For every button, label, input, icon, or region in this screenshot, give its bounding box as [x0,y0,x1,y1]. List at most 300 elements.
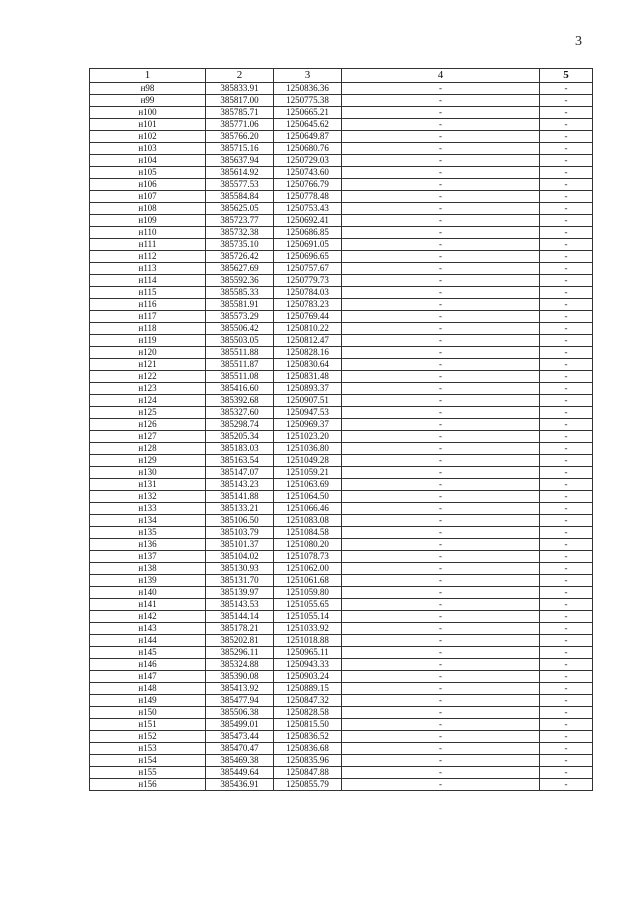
table-row [90,455,593,467]
column-5-cell: - [540,743,593,755]
x-coordinate-cell: 385416.60 [206,383,274,395]
point-id-cell: н118 [90,323,206,335]
point-id-cell: н101 [90,119,206,131]
y-coordinate-cell: 1251062.00 [274,563,342,575]
x-coordinate-cell: 385511.88 [206,347,274,359]
point-id-cell: н117 [90,311,206,323]
point-id-cell: н133 [90,503,206,515]
table-row [90,191,593,203]
x-coordinate-cell: 385104.02 [206,551,274,563]
column-4-cell: - [342,743,540,755]
column-4-cell: - [342,215,540,227]
y-coordinate-cell: 1251055.14 [274,611,342,623]
table-row [90,263,593,275]
column-header-4: 4 [342,69,540,83]
coordinates-table [89,68,593,791]
table-row [90,347,593,359]
column-4-cell: - [342,563,540,575]
x-coordinate-cell: 385585.33 [206,287,274,299]
column-5-cell: - [540,659,593,671]
x-coordinate-cell: 385139.97 [206,587,274,599]
y-coordinate-cell: 1250729.03 [274,155,342,167]
x-coordinate-cell: 385785.71 [206,107,274,119]
column-5-cell: - [540,311,593,323]
column-5-cell: - [540,443,593,455]
column-4-cell: - [342,419,540,431]
y-coordinate-cell: 1250691.05 [274,239,342,251]
column-5-cell: - [540,431,593,443]
y-coordinate-cell: 1250743.60 [274,167,342,179]
column-4-cell: - [342,251,540,263]
point-id-cell: н128 [90,443,206,455]
y-coordinate-cell: 1251036.80 [274,443,342,455]
y-coordinate-cell: 1250855.79 [274,779,342,791]
column-5-cell: - [540,455,593,467]
point-id-cell: н109 [90,215,206,227]
point-id-cell: н106 [90,179,206,191]
x-coordinate-cell: 385723.77 [206,215,274,227]
x-coordinate-cell: 385627.69 [206,263,274,275]
table-row [90,215,593,227]
y-coordinate-cell: 1250757.67 [274,263,342,275]
x-coordinate-cell: 385436.91 [206,779,274,791]
column-4-cell: - [342,383,540,395]
point-id-cell: н104 [90,155,206,167]
column-5-cell: - [540,95,593,107]
y-coordinate-cell: 1250696.65 [274,251,342,263]
x-coordinate-cell: 385584.84 [206,191,274,203]
column-4-cell: - [342,299,540,311]
column-4-cell: - [342,143,540,155]
point-id-cell: н108 [90,203,206,215]
y-coordinate-cell: 1250828.16 [274,347,342,359]
table-row [90,311,593,323]
x-coordinate-cell: 385735.10 [206,239,274,251]
point-id-cell: н98 [90,83,206,95]
table-row [90,551,593,563]
column-5-cell: - [540,587,593,599]
table-row [90,503,593,515]
column-5-cell: - [540,131,593,143]
x-coordinate-cell: 385817.00 [206,95,274,107]
x-coordinate-cell: 385183.03 [206,443,274,455]
column-5-cell: - [540,527,593,539]
y-coordinate-cell: 1251018.88 [274,635,342,647]
point-id-cell: н113 [90,263,206,275]
table-row [90,731,593,743]
point-id-cell: н138 [90,563,206,575]
column-4-cell: - [342,527,540,539]
table-row [90,419,593,431]
point-id-cell: н140 [90,587,206,599]
point-id-cell: н141 [90,599,206,611]
page-number: 3 [575,34,582,49]
table-row [90,371,593,383]
x-coordinate-cell: 385298.74 [206,419,274,431]
column-5-cell: - [540,479,593,491]
y-coordinate-cell: 1250947.53 [274,407,342,419]
column-5-cell: - [540,323,593,335]
table-row [90,395,593,407]
y-coordinate-cell: 1250779.73 [274,275,342,287]
column-4-cell: - [342,755,540,767]
column-5-cell: - [540,671,593,683]
column-4-cell: - [342,623,540,635]
x-coordinate-cell: 385143.53 [206,599,274,611]
table-row [90,119,593,131]
x-coordinate-cell: 385470.47 [206,743,274,755]
y-coordinate-cell: 1250965.11 [274,647,342,659]
y-coordinate-cell: 1250847.32 [274,695,342,707]
y-coordinate-cell: 1250778.48 [274,191,342,203]
column-5-cell: - [540,179,593,191]
column-5-cell: - [540,395,593,407]
x-coordinate-cell: 385477.94 [206,695,274,707]
table-row [90,299,593,311]
point-id-cell: н124 [90,395,206,407]
x-coordinate-cell: 385141.88 [206,491,274,503]
column-5-cell: - [540,611,593,623]
column-4-cell: - [342,479,540,491]
column-4-cell: - [342,779,540,791]
column-4-cell: - [342,107,540,119]
column-5-cell: - [540,107,593,119]
table-row [90,323,593,335]
y-coordinate-cell: 1251061.68 [274,575,342,587]
x-coordinate-cell: 385726.42 [206,251,274,263]
y-coordinate-cell: 1250889.15 [274,683,342,695]
x-coordinate-cell: 385131.70 [206,575,274,587]
x-coordinate-cell: 385833.91 [206,83,274,95]
y-coordinate-cell: 1250903.24 [274,671,342,683]
table-row [90,779,593,791]
x-coordinate-cell: 385766.20 [206,131,274,143]
column-5-cell: - [540,539,593,551]
table-row [90,755,593,767]
table-row [90,611,593,623]
table-row [90,575,593,587]
x-coordinate-cell: 385147.07 [206,467,274,479]
x-coordinate-cell: 385771.06 [206,119,274,131]
column-5-cell: - [540,503,593,515]
column-4-cell: - [342,407,540,419]
point-id-cell: н150 [90,707,206,719]
y-coordinate-cell: 1250907.51 [274,395,342,407]
column-header-point: 1 [90,69,206,83]
column-4-cell: - [342,587,540,599]
table-row [90,599,593,611]
y-coordinate-cell: 1250836.36 [274,83,342,95]
y-coordinate-cell: 1251080.20 [274,539,342,551]
column-4-cell: - [342,239,540,251]
column-4-cell: - [342,491,540,503]
table-row [90,155,593,167]
x-coordinate-cell: 385205.34 [206,431,274,443]
x-coordinate-cell: 385133.21 [206,503,274,515]
table-row [90,359,593,371]
column-5-cell: - [540,167,593,179]
point-id-cell: н107 [90,191,206,203]
y-coordinate-cell: 1251033.92 [274,623,342,635]
column-5-cell: - [540,227,593,239]
x-coordinate-cell: 385449.64 [206,767,274,779]
point-id-cell: н151 [90,719,206,731]
y-coordinate-cell: 1250835.96 [274,755,342,767]
y-coordinate-cell: 1250769.44 [274,311,342,323]
table-row [90,95,593,107]
y-coordinate-cell: 1251084.58 [274,527,342,539]
y-coordinate-cell: 1250692.41 [274,215,342,227]
table-row [90,671,593,683]
y-coordinate-cell: 1250893.37 [274,383,342,395]
point-id-cell: н134 [90,515,206,527]
column-5-cell: - [540,275,593,287]
point-id-cell: н102 [90,131,206,143]
column-4-cell: - [342,455,540,467]
x-coordinate-cell: 385101.37 [206,539,274,551]
column-4-cell: - [342,467,540,479]
point-id-cell: н147 [90,671,206,683]
y-coordinate-cell: 1250836.68 [274,743,342,755]
column-4-cell: - [342,347,540,359]
x-coordinate-cell: 385614.92 [206,167,274,179]
x-coordinate-cell: 385327.60 [206,407,274,419]
table-row [90,131,593,143]
point-id-cell: н115 [90,287,206,299]
column-4-cell: - [342,263,540,275]
table-row [90,107,593,119]
column-4-cell: - [342,515,540,527]
x-coordinate-cell: 385637.94 [206,155,274,167]
point-id-cell: н135 [90,527,206,539]
column-header-y: 3 [274,69,342,83]
column-4-cell: - [342,659,540,671]
point-id-cell: н152 [90,731,206,743]
x-coordinate-cell: 385577.53 [206,179,274,191]
column-5-cell: - [540,719,593,731]
column-5-cell: - [540,647,593,659]
y-coordinate-cell: 1251055.65 [274,599,342,611]
column-5-cell: - [540,215,593,227]
y-coordinate-cell: 1250665.21 [274,107,342,119]
point-id-cell: н155 [90,767,206,779]
point-id-cell: н132 [90,491,206,503]
column-5-cell: - [540,551,593,563]
y-coordinate-cell: 1250815.50 [274,719,342,731]
column-4-cell: - [342,287,540,299]
table-row [90,635,593,647]
y-coordinate-cell: 1250783.23 [274,299,342,311]
column-4-cell: - [342,359,540,371]
table-row [90,647,593,659]
y-coordinate-cell: 1250766.79 [274,179,342,191]
y-coordinate-cell: 1251063.69 [274,479,342,491]
y-coordinate-cell: 1250943.33 [274,659,342,671]
table-row [90,239,593,251]
x-coordinate-cell: 385178.21 [206,623,274,635]
column-4-cell: - [342,731,540,743]
y-coordinate-cell: 1251059.80 [274,587,342,599]
y-coordinate-cell: 1250753.43 [274,203,342,215]
x-coordinate-cell: 385413.92 [206,683,274,695]
table-row [90,287,593,299]
point-id-cell: н127 [90,431,206,443]
x-coordinate-cell: 385592.36 [206,275,274,287]
column-5-cell: - [540,371,593,383]
y-coordinate-cell: 1250969.37 [274,419,342,431]
x-coordinate-cell: 385625.05 [206,203,274,215]
point-id-cell: н126 [90,419,206,431]
point-id-cell: н153 [90,743,206,755]
column-5-cell: - [540,383,593,395]
table-row [90,467,593,479]
column-5-cell: - [540,563,593,575]
column-4-cell: - [342,443,540,455]
table-row [90,83,593,95]
column-4-cell: - [342,539,540,551]
table-row [90,563,593,575]
y-coordinate-cell: 1251064.50 [274,491,342,503]
column-4-cell: - [342,647,540,659]
y-coordinate-cell: 1251023.20 [274,431,342,443]
column-5-cell: - [540,419,593,431]
point-id-cell: н149 [90,695,206,707]
point-id-cell: н99 [90,95,206,107]
point-id-cell: н137 [90,551,206,563]
table-row [90,491,593,503]
table-row [90,383,593,395]
x-coordinate-cell: 385202.81 [206,635,274,647]
table-row [90,515,593,527]
column-5-cell: - [540,83,593,95]
table-row [90,695,593,707]
column-4-cell: - [342,371,540,383]
table-row [90,431,593,443]
column-4-cell: - [342,119,540,131]
point-id-cell: н110 [90,227,206,239]
point-id-cell: н131 [90,479,206,491]
column-4-cell: - [342,611,540,623]
column-5-cell: - [540,623,593,635]
point-id-cell: н123 [90,383,206,395]
y-coordinate-cell: 1251059.21 [274,467,342,479]
column-4-cell: - [342,83,540,95]
y-coordinate-cell: 1250649.87 [274,131,342,143]
column-5-cell: - [540,491,593,503]
column-5-cell: - [540,467,593,479]
y-coordinate-cell: 1250847.88 [274,767,342,779]
y-coordinate-cell: 1250831.48 [274,371,342,383]
table-row [90,179,593,191]
x-coordinate-cell: 385503.05 [206,335,274,347]
table-row [90,743,593,755]
column-5-cell: - [540,299,593,311]
y-coordinate-cell: 1250810.22 [274,323,342,335]
point-id-cell: н142 [90,611,206,623]
y-coordinate-cell: 1251049.28 [274,455,342,467]
column-5-cell: - [540,707,593,719]
column-4-cell: - [342,311,540,323]
point-id-cell: н154 [90,755,206,767]
column-4-cell: - [342,707,540,719]
y-coordinate-cell: 1250775.38 [274,95,342,107]
table-row [90,587,593,599]
point-id-cell: н145 [90,647,206,659]
x-coordinate-cell: 385469.38 [206,755,274,767]
column-4-cell: - [342,395,540,407]
column-4-cell: - [342,635,540,647]
column-4-cell: - [342,227,540,239]
table-row [90,767,593,779]
column-4-cell: - [342,503,540,515]
column-5-cell: - [540,635,593,647]
x-coordinate-cell: 385144.14 [206,611,274,623]
column-5-cell: - [540,695,593,707]
y-coordinate-cell: 1250645.62 [274,119,342,131]
y-coordinate-cell: 1250680.76 [274,143,342,155]
point-id-cell: н148 [90,683,206,695]
y-coordinate-cell: 1250784.03 [274,287,342,299]
column-4-cell: - [342,131,540,143]
table-row [90,227,593,239]
column-5-cell: - [540,575,593,587]
column-5-cell: - [540,335,593,347]
table-row [90,623,593,635]
x-coordinate-cell: 385506.42 [206,323,274,335]
x-coordinate-cell: 385511.87 [206,359,274,371]
column-4-cell: - [342,275,540,287]
column-header-5: 5 [540,69,593,83]
table-row [90,719,593,731]
column-4-cell: - [342,683,540,695]
table-row [90,707,593,719]
column-4-cell: - [342,575,540,587]
x-coordinate-cell: 385296.11 [206,647,274,659]
y-coordinate-cell: 1250828.58 [274,707,342,719]
column-5-cell: - [540,251,593,263]
x-coordinate-cell: 385163.54 [206,455,274,467]
point-id-cell: н156 [90,779,206,791]
point-id-cell: н103 [90,143,206,155]
x-coordinate-cell: 385732.38 [206,227,274,239]
column-5-cell: - [540,119,593,131]
column-4-cell: - [342,203,540,215]
point-id-cell: н122 [90,371,206,383]
table-row [90,683,593,695]
point-id-cell: н136 [90,539,206,551]
y-coordinate-cell: 1251083.08 [274,515,342,527]
point-id-cell: н100 [90,107,206,119]
x-coordinate-cell: 385581.91 [206,299,274,311]
x-coordinate-cell: 385324.88 [206,659,274,671]
x-coordinate-cell: 385106.50 [206,515,274,527]
column-5-cell: - [540,407,593,419]
column-4-cell: - [342,599,540,611]
table-body [90,83,593,791]
table-row [90,407,593,419]
point-id-cell: н105 [90,167,206,179]
x-coordinate-cell: 385499.01 [206,719,274,731]
table-row [90,251,593,263]
column-5-cell: - [540,731,593,743]
column-5-cell: - [540,599,593,611]
point-id-cell: н144 [90,635,206,647]
point-id-cell: н120 [90,347,206,359]
table-row [90,443,593,455]
column-4-cell: - [342,179,540,191]
table-row [90,527,593,539]
column-4-cell: - [342,155,540,167]
